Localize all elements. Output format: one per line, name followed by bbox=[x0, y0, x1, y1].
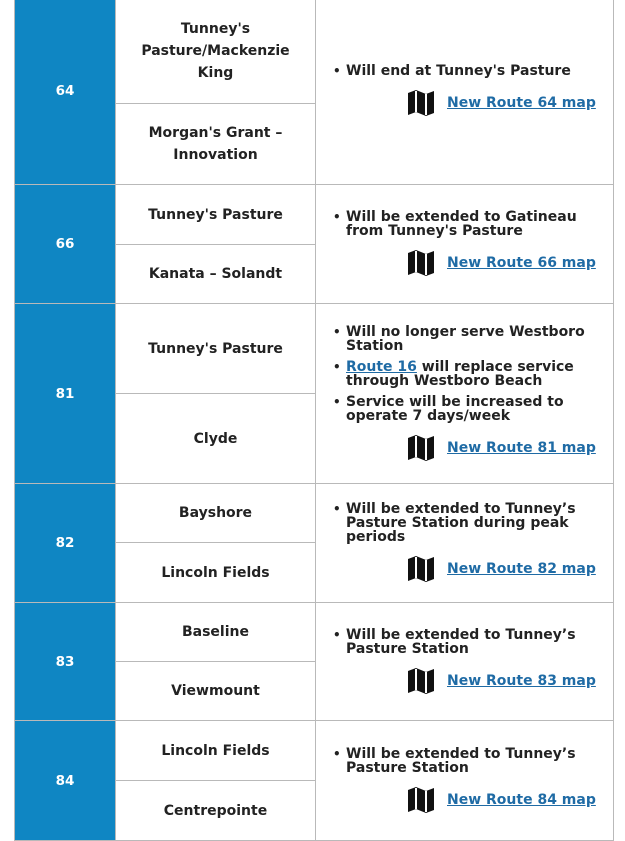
changes-list bbox=[346, 628, 601, 656]
terminal-name: Lincoln Fields bbox=[161, 742, 270, 759]
change-item: • Will be extended to Gatineau from Tunney's Pasture bbox=[346, 210, 601, 238]
change-item: • Service will be increased to operate 7 days/week bbox=[346, 395, 601, 423]
terminal-cell bbox=[116, 543, 316, 603]
map-icon bbox=[406, 554, 436, 584]
route-number-cell bbox=[15, 721, 116, 841]
changes-cell bbox=[316, 0, 614, 185]
terminal-cell bbox=[116, 0, 316, 104]
terminal-cell bbox=[116, 721, 316, 781]
route-number-cell bbox=[15, 304, 116, 484]
route-number: 81 bbox=[55, 385, 75, 402]
route-map-link[interactable]: New Route 83 map bbox=[447, 672, 596, 689]
route-16-link[interactable]: Route 16 bbox=[346, 358, 417, 375]
change-item: • Will end at Tunney's Pasture bbox=[346, 64, 601, 78]
map-icon bbox=[406, 248, 436, 278]
changes-list bbox=[346, 325, 601, 423]
route-map-link[interactable]: New Route 84 map bbox=[447, 791, 596, 808]
terminal-name: Baseline bbox=[181, 624, 249, 640]
terminal-name: Morgan's Grant – Innovation bbox=[148, 125, 283, 163]
route-number-cell bbox=[15, 603, 116, 721]
changes-cell bbox=[316, 185, 614, 304]
terminal-name: Tunney's Pasture bbox=[148, 206, 283, 223]
map-icon bbox=[406, 785, 436, 815]
terminal-cell bbox=[116, 245, 316, 304]
route-map-link[interactable]: New Route 66 map bbox=[447, 255, 596, 271]
terminal-name: Kanata – Solandt bbox=[148, 266, 283, 282]
route-number-cell bbox=[15, 185, 116, 304]
changes-cell bbox=[316, 603, 614, 721]
changes-list bbox=[346, 502, 601, 544]
changes-cell bbox=[316, 304, 614, 484]
change-item: • Will be extended to Tunney’s Pasture Station bbox=[346, 747, 601, 775]
terminal-name: Tunney's Pasture/Mackenzie King bbox=[141, 20, 290, 81]
terminal-name: Bayshore bbox=[178, 505, 253, 521]
changes-list bbox=[346, 747, 601, 775]
route-number: 64 bbox=[55, 83, 75, 99]
terminal-name: Lincoln Fields bbox=[161, 564, 270, 581]
map-link-row bbox=[406, 666, 601, 696]
terminal-cell bbox=[116, 484, 316, 543]
route-number: 84 bbox=[55, 772, 75, 789]
map-link-row bbox=[406, 554, 601, 584]
map-link-row bbox=[406, 88, 601, 118]
route-number: 83 bbox=[55, 653, 75, 670]
route-number: 82 bbox=[55, 535, 75, 551]
change-item: • Will be extended to Tunney’s Pasture Station during peak periods bbox=[346, 502, 601, 544]
route-number: 66 bbox=[55, 236, 75, 252]
change-item: • Will be extended to Tunney’s Pasture Station bbox=[346, 628, 601, 656]
route-map-link[interactable]: New Route 82 map bbox=[447, 561, 596, 577]
map-link-row bbox=[406, 785, 601, 815]
route-map-link[interactable]: New Route 81 map bbox=[447, 439, 596, 456]
map-icon bbox=[406, 88, 436, 118]
terminal-cell bbox=[116, 304, 316, 394]
terminal-name: Tunney's Pasture bbox=[148, 340, 283, 357]
terminal-cell bbox=[116, 662, 316, 721]
change-item: • Route 16 will replace service through Westboro Beach bbox=[346, 360, 601, 388]
change-item: • Will no longer serve Westboro Station bbox=[346, 325, 601, 353]
route-number-cell bbox=[15, 0, 116, 185]
changes-cell bbox=[316, 721, 614, 841]
map-icon bbox=[406, 433, 436, 463]
terminal-cell bbox=[116, 394, 316, 484]
route-changes-table bbox=[14, 0, 614, 841]
terminal-cell bbox=[116, 104, 316, 185]
terminal-cell bbox=[116, 781, 316, 841]
route-map-link[interactable]: New Route 64 map bbox=[447, 95, 596, 111]
changes-list bbox=[346, 64, 601, 78]
terminal-cell bbox=[116, 603, 316, 662]
map-icon bbox=[406, 666, 436, 696]
terminal-name: Clyde bbox=[193, 430, 238, 447]
changes-cell bbox=[316, 484, 614, 603]
terminal-name: Centrepointe bbox=[163, 802, 268, 819]
route-number-cell bbox=[15, 484, 116, 603]
map-link-row bbox=[406, 248, 601, 278]
map-link-row bbox=[406, 433, 601, 463]
terminal-cell bbox=[116, 185, 316, 245]
terminal-name: Viewmount bbox=[171, 683, 260, 699]
changes-list bbox=[346, 210, 601, 238]
